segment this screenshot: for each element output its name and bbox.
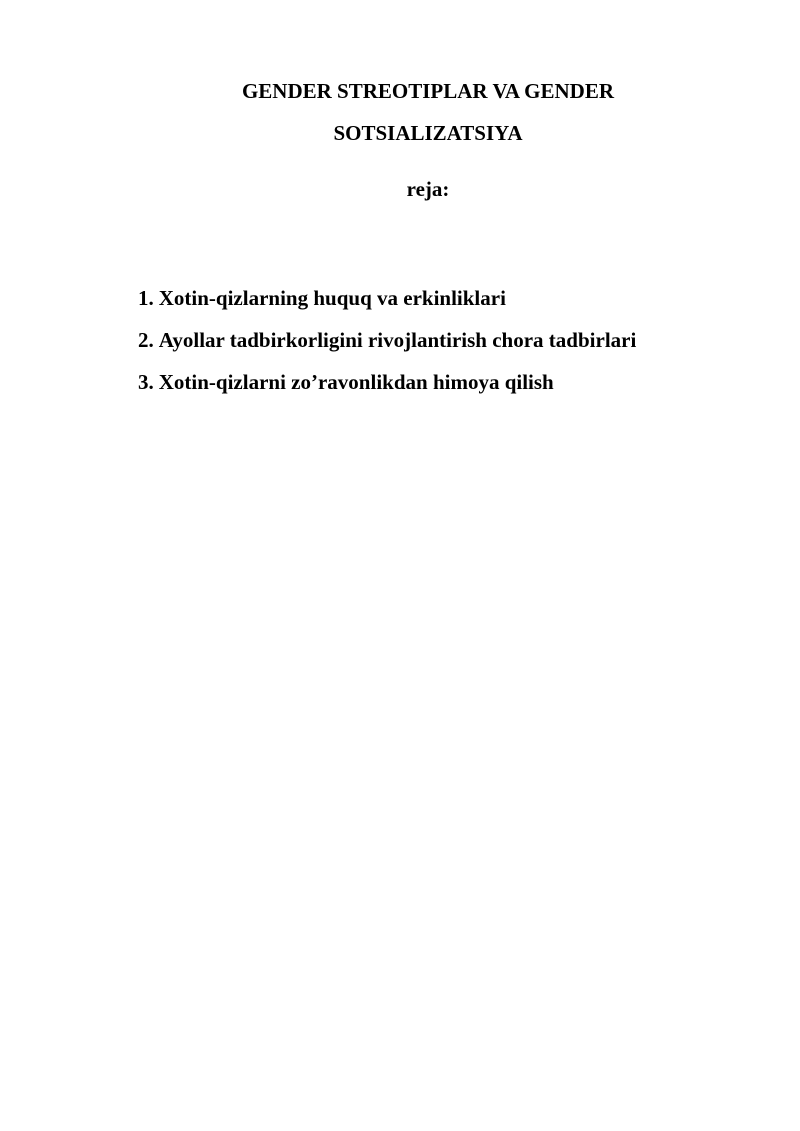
plan-item-text: Ayollar tadbirkorligini rivojlantirish chora tadbirlari xyxy=(158,328,637,352)
plan-heading: reja: xyxy=(406,177,450,201)
plan-item xyxy=(138,328,778,370)
plan-item-text: Xotin-qizlarning huquq va erkinliklari xyxy=(158,286,506,310)
plan-list xyxy=(138,286,778,412)
plan-item xyxy=(138,370,778,412)
document-title-line-1: GENDER STREOTIPLAR VA GENDER xyxy=(241,79,615,103)
plan-item-number: 2. xyxy=(138,328,154,352)
plan-item-number: 3. xyxy=(138,370,154,394)
plan-item-text: Xotin-qizlarni zo’ravonlikdan himoya qilish xyxy=(158,370,554,394)
plan-item-number: 1. xyxy=(138,286,154,310)
document-title-line-2: SOTSIALIZATSIYA xyxy=(333,121,523,145)
plan-item xyxy=(138,286,778,328)
